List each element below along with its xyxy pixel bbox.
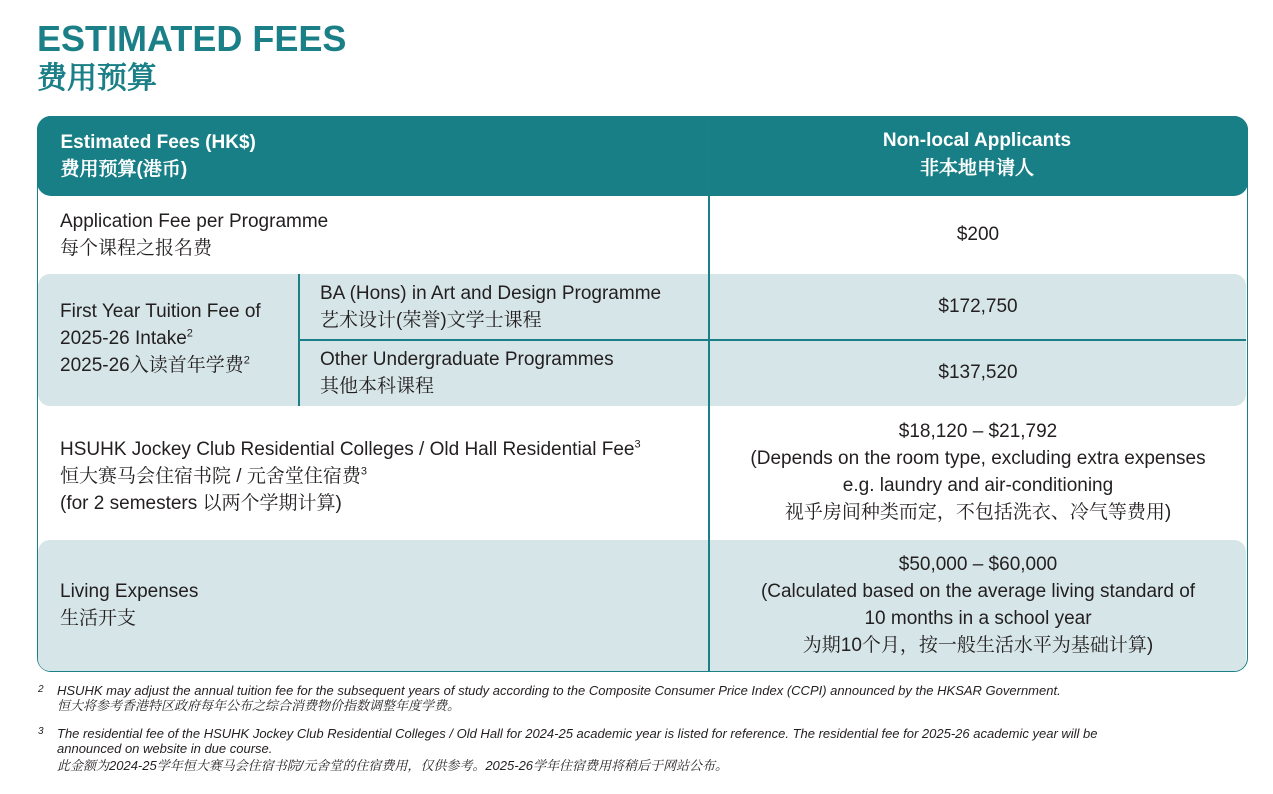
label-zh: 每个课程之报名费 xyxy=(60,238,213,259)
label-zh: 生活开支 xyxy=(60,608,137,629)
row-value xyxy=(708,551,1248,659)
footnote-number: 2 xyxy=(38,684,44,695)
table-row-living-expenses xyxy=(38,540,1246,671)
footnote-text-en: The residential fee of the HSUHK Jockey Club Residential Colleges / Old Hall for 2024-25 academic year is listed for reference. The residential fee for 2025-26 academic year will be xyxy=(57,726,1098,741)
label-en: Other Undergraduate Programmes xyxy=(320,349,614,370)
label-note: (for 2 semesters 以两个学期计算) xyxy=(60,493,342,514)
value-note: 视乎房间种类而定，不包括洗衣、冷气等费用) xyxy=(784,502,1172,523)
label-zh: 其他本科课程 xyxy=(320,376,435,397)
footnote-text-zh: 恒大将参考香港特区政府每年公布之综合消费物价指数调整年度学费。 xyxy=(57,698,461,713)
row-value xyxy=(708,418,1248,526)
label-zh: 恒大赛马会住宿书院 / 元舍堂住宿费$^3$ xyxy=(60,465,367,487)
page-title: ESTIMATED FEES xyxy=(37,18,347,59)
footnote-ref: 2 xyxy=(186,327,193,340)
label-zh: 2025-26入读首年学费$^2$ xyxy=(60,354,250,376)
value-note: 为期10个月，按一般生活水平为基础计算) xyxy=(802,635,1154,656)
footnote-ref: 3 xyxy=(634,438,641,451)
footnote-text-en: HSUHK may adjust the annual tuition fee for the subsequent years of study according to the Composite Consumer Price Index (CCPI) announced by the HKSAR Government. xyxy=(57,683,1061,698)
label-en: Application Fee per Programme xyxy=(60,211,329,232)
header-fee-type xyxy=(61,129,256,183)
header-fee-type-zh: 费用预算(港币) xyxy=(60,158,188,180)
label-en: HSUHK Jockey Club Residential Colleges / Old Hall Residential Fee$^3$ xyxy=(60,438,641,460)
table-row-residential-fee xyxy=(38,406,1246,540)
header-applicants-zh: 非本地申请人 xyxy=(919,157,1034,179)
row-label xyxy=(60,208,328,262)
table-row-application-fee xyxy=(38,196,1246,274)
row-label xyxy=(60,298,261,379)
footnote-text-en: announced on website in due course. xyxy=(57,741,273,756)
header-applicants xyxy=(707,127,1248,183)
sub-row-label-art-design xyxy=(320,280,661,334)
sub-row-value-art-design: $172,750 xyxy=(938,296,1018,317)
value-note: 10 months in a school year xyxy=(864,608,1092,629)
sub-row-value-other-ug: $137,520 xyxy=(938,362,1018,383)
row-label xyxy=(60,578,198,632)
page-title-chinese: 费用预算 xyxy=(37,62,157,95)
label-zh: 艺术设计(荣誉)文学士课程 xyxy=(320,310,542,331)
footnote-ref: 3 xyxy=(360,465,367,478)
header-fee-type-en: Estimated Fees (HK$) xyxy=(60,131,256,153)
column-divider xyxy=(708,116,710,671)
value-note: (Calculated based on the average living standard of xyxy=(760,581,1196,602)
table-header xyxy=(37,116,1248,196)
label-en-line2: 2025-26 Intake$^2$ xyxy=(60,327,193,349)
value-range: $50,000 – $60,000 xyxy=(898,554,1058,575)
table-row-tuition-fee xyxy=(38,274,1246,406)
footnote-ref: 2 xyxy=(243,354,250,367)
sub-divider-horizontal xyxy=(299,339,1246,341)
fees-table xyxy=(37,116,1248,672)
label-en: BA (Hons) in Art and Design Programme xyxy=(320,283,662,304)
footnote-2 xyxy=(57,683,1061,713)
footnote-text-zh: 此金额为2024-25学年恒大赛马会住宿书院/元舍堂的住宿费用，仅供参考。2025-26学年住宿费用将稍后于网站公布。 xyxy=(57,758,729,773)
value-range: $18,120 – $21,792 xyxy=(898,421,1058,442)
value-note: (Depends on the room type, excluding extra expenses xyxy=(750,448,1206,469)
value-note: e.g. laundry and air-conditioning xyxy=(842,475,1114,496)
footnote-3 xyxy=(57,726,1098,773)
row-value: $200 xyxy=(956,224,1000,245)
row-label xyxy=(60,436,641,517)
label-en: Living Expenses xyxy=(60,581,199,602)
label-en-line1: First Year Tuition Fee of xyxy=(60,301,261,322)
sub-row-label-other-ug xyxy=(320,346,614,400)
footnote-number: 3 xyxy=(38,726,44,737)
header-applicants-en: Non-local Applicants xyxy=(882,129,1072,151)
